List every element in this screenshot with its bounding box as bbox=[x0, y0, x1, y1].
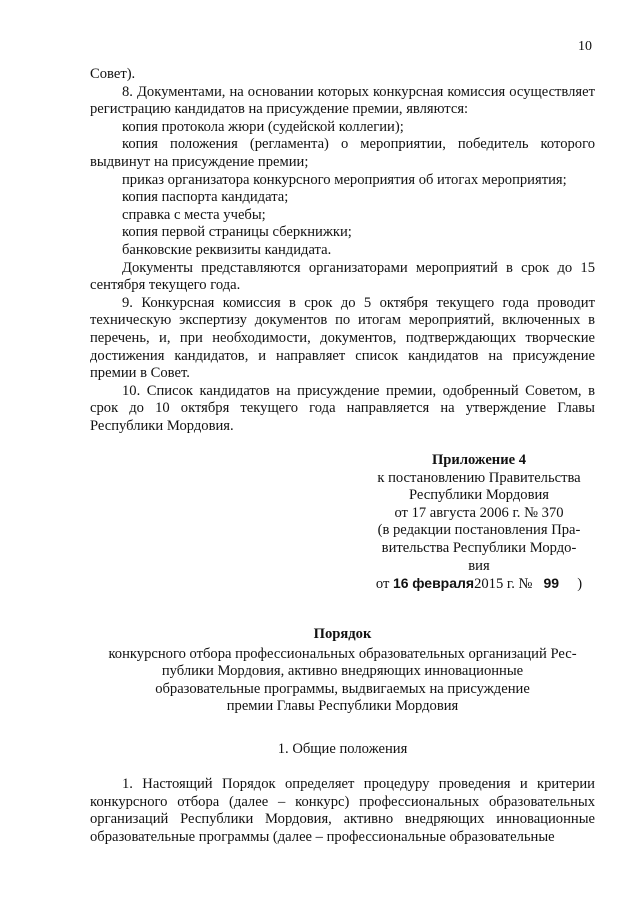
list-item: копия первой страницы сберкнижки; bbox=[122, 224, 352, 241]
appendix-date-year: 2015 г. № bbox=[474, 576, 533, 593]
page-number: 10 bbox=[578, 39, 592, 54]
paragraph-1: 1. Настоящий Порядок определяет процедуру проведения и критерии конкурсного отбора (далее – конкурс) профессиональных образовательных организаций Республики Мордовия, активно внедряющих инновационные образовательные программы (далее – профессиональные образовательные bbox=[90, 776, 595, 845]
paragraph-10: 10. Список кандидатов на присуждение премии, одобренный Советом, в срок до 10 октября текущего года направляется на утверждение Главы Республики Мордовия. bbox=[90, 382, 595, 434]
appendix-date-month: февраля bbox=[412, 575, 475, 592]
paragraph-documents: Документы представляются организаторами мероприятий в срок до 15 сентября текущего года. bbox=[90, 259, 595, 294]
title-line: образовательные программы, выдвигаемых на присуждение bbox=[155, 680, 530, 697]
appendix-line: Республики Мордовия bbox=[408, 487, 549, 504]
document-title: Порядок bbox=[313, 626, 372, 642]
list-item: копия положения (регламента) о мероприятии, победитель которого выдвинут на присуждение премии; bbox=[90, 136, 595, 170]
appendix-heading: Приложение 4 bbox=[431, 452, 527, 468]
appendix-line: к постановлению Правительства bbox=[377, 469, 581, 486]
title-line: публики Мордовия, активно внедряющих инновационные bbox=[161, 663, 524, 680]
document-title-block bbox=[90, 626, 595, 716]
appendix-line: вия bbox=[468, 557, 490, 574]
appendix-date-number: 99 bbox=[543, 575, 560, 592]
appendix-line: (в редакции постановления Пра- bbox=[377, 522, 581, 539]
appendix-date-prefix: от bbox=[375, 576, 390, 593]
appendix-date-line bbox=[362, 575, 596, 594]
list-item: копия паспорта кандидата; bbox=[122, 189, 289, 206]
title-line: конкурсного отбора профессиональных образовательных организаций Рес- bbox=[108, 645, 577, 662]
section-heading: 1. Общие положения bbox=[277, 741, 408, 757]
title-line: премии Главы Республики Мордовия bbox=[226, 698, 459, 715]
appendix-block bbox=[362, 452, 596, 594]
appendix-date-day: 16 bbox=[392, 575, 409, 592]
appendix-line: вительства Республики Мордо- bbox=[381, 539, 577, 556]
list-item: приказ организатора конкурсного мероприятия об итогах мероприятия; bbox=[122, 171, 567, 188]
document-body-top bbox=[90, 66, 595, 435]
list-item: справка с места учебы; bbox=[122, 206, 266, 223]
list-item: банковские реквизиты кандидата. bbox=[122, 241, 332, 258]
list-item: копия протокола жюри (судейской коллегии); bbox=[122, 118, 404, 135]
appendix-line: от 17 августа 2006 г. № 370 bbox=[394, 504, 564, 521]
paragraph-continuation: Совет). bbox=[90, 66, 136, 82]
paragraph-9: 9. Конкурсная комиссия в срок до 5 октября текущего года проводит техническую экспертизу документов по итогам мероприятий, включенных в перечень, и, при необходимости, документов, подтверждающих творческие достижения кандидатов, и направляет список кандидатов на присуждение премии в Совет. bbox=[90, 294, 595, 382]
paragraph-8: 8. Документами, на основании которых конкурсная комиссия осуществляет регистрацию кандидатов на присуждение премии, являются: bbox=[90, 83, 595, 118]
appendix-date-close: ) bbox=[577, 576, 583, 593]
